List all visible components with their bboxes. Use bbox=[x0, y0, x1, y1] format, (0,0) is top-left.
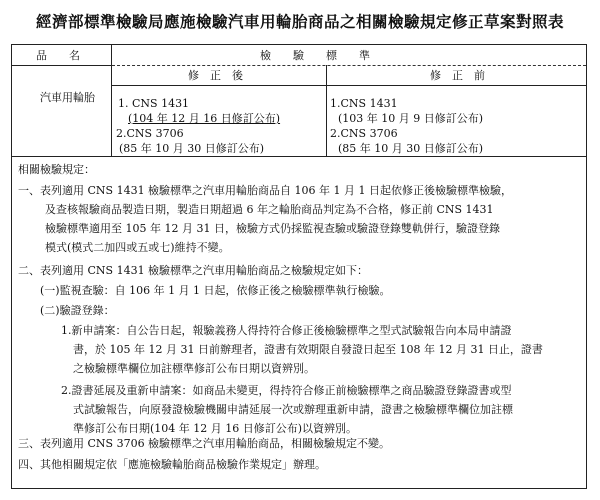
rule-item-2-2: (二)驗證登錄： bbox=[40, 304, 115, 317]
header-standard: 檢 驗 標 準 bbox=[260, 49, 370, 62]
document-title: 經濟部標準檢驗局應施檢驗汽車用輪胎商品之相關檢驗規定修正草案對照表 bbox=[35, 12, 564, 31]
table-divider bbox=[12, 156, 586, 157]
before-standard-1-date: (103 年 10 月 9 日修訂公布) bbox=[338, 112, 484, 125]
after-standard-1-date: (104 年 12 月 16 日修訂公布) bbox=[128, 112, 281, 125]
product-name: 汽車用輪胎 bbox=[40, 91, 95, 104]
subheader-after: 修 正 後 bbox=[188, 69, 243, 82]
after-standard-2-date: (85 年 10 月 30 日修訂公布) bbox=[119, 142, 265, 155]
rules-heading: 相關檢驗規定： bbox=[18, 163, 95, 176]
rule-item-3: 三、表列適用 CNS 3706 檢驗標準之汽車用輪胎商品，相關檢驗規定不變。 bbox=[18, 437, 391, 450]
rule-item-2-1: (一)監視查驗：自 106 年 1 月 1 日起，依修正後之檢驗標準執行檢驗。 bbox=[40, 284, 391, 297]
header-product: 品 名 bbox=[36, 49, 80, 62]
before-standard-2-date: (85 年 10 月 30 日修訂公布) bbox=[338, 142, 484, 155]
comparison-table bbox=[11, 44, 587, 489]
rule-item-2: 二、表列適用 CNS 1431 檢驗標準之汽車用輪胎商品之檢驗規定如下： bbox=[18, 264, 369, 277]
table-divider bbox=[111, 45, 112, 156]
table-divider bbox=[112, 65, 586, 66]
table-divider bbox=[12, 65, 112, 66]
before-standard-1: 1.CNS 1431 bbox=[330, 97, 398, 110]
table-divider bbox=[326, 65, 327, 156]
after-standard-1: 1. CNS 1431 bbox=[118, 97, 190, 110]
rule-item-1: 一、表列適用 CNS 1431 檢驗標準之汽車用輪胎商品自 106 年 1 月 1 日起依修正後檢驗標準檢驗， 及查核報驗商品製造日期，製造日期超過 6 年之輪胎商品判定為不合格，修正前 CNS 1431 檢驗標準適用至 105 年 12 月 31 日，檢驗方式仍採監視查驗或驗證登錄雙軌併行，驗證登錄 模式(模式二加四或五或七)維持不變。 bbox=[18, 184, 513, 254]
rule-item-4: 四、其他相關規定依「應施檢驗輪胎商品檢驗作業規定」辦理。 bbox=[18, 458, 326, 471]
after-standard-2: 2.CNS 3706 bbox=[116, 127, 184, 140]
before-standard-2: 2.CNS 3706 bbox=[330, 127, 398, 140]
rule-item-2-2-2: 2.證書延展及重新申請案：如商品未變更，得持符合修正前檢驗標準之商品驗證登錄證書或型 式試驗報告，向原發證檢驗機關申請延展一次或辦理重新申請，證書之檢驗標準欄位加註標 準修訂公布日期(104 年 12 月 16 日修訂公布)以資辨別。 bbox=[61, 384, 513, 435]
table-divider bbox=[112, 85, 586, 86]
rule-item-2-2-1: 1.新申請案：自公告日起，報驗義務人得持符合修正後檢驗標準之型式試驗報告向本局申請證 書，於 105 年 12 月 31 日前辦理者，證書有效期限自發證日起至 108 年 12 月 31 日止，證書 之檢驗標準欄位加註標準修訂公布日期以資辨別。 bbox=[61, 324, 543, 375]
subheader-before: 修 正 前 bbox=[430, 69, 485, 82]
